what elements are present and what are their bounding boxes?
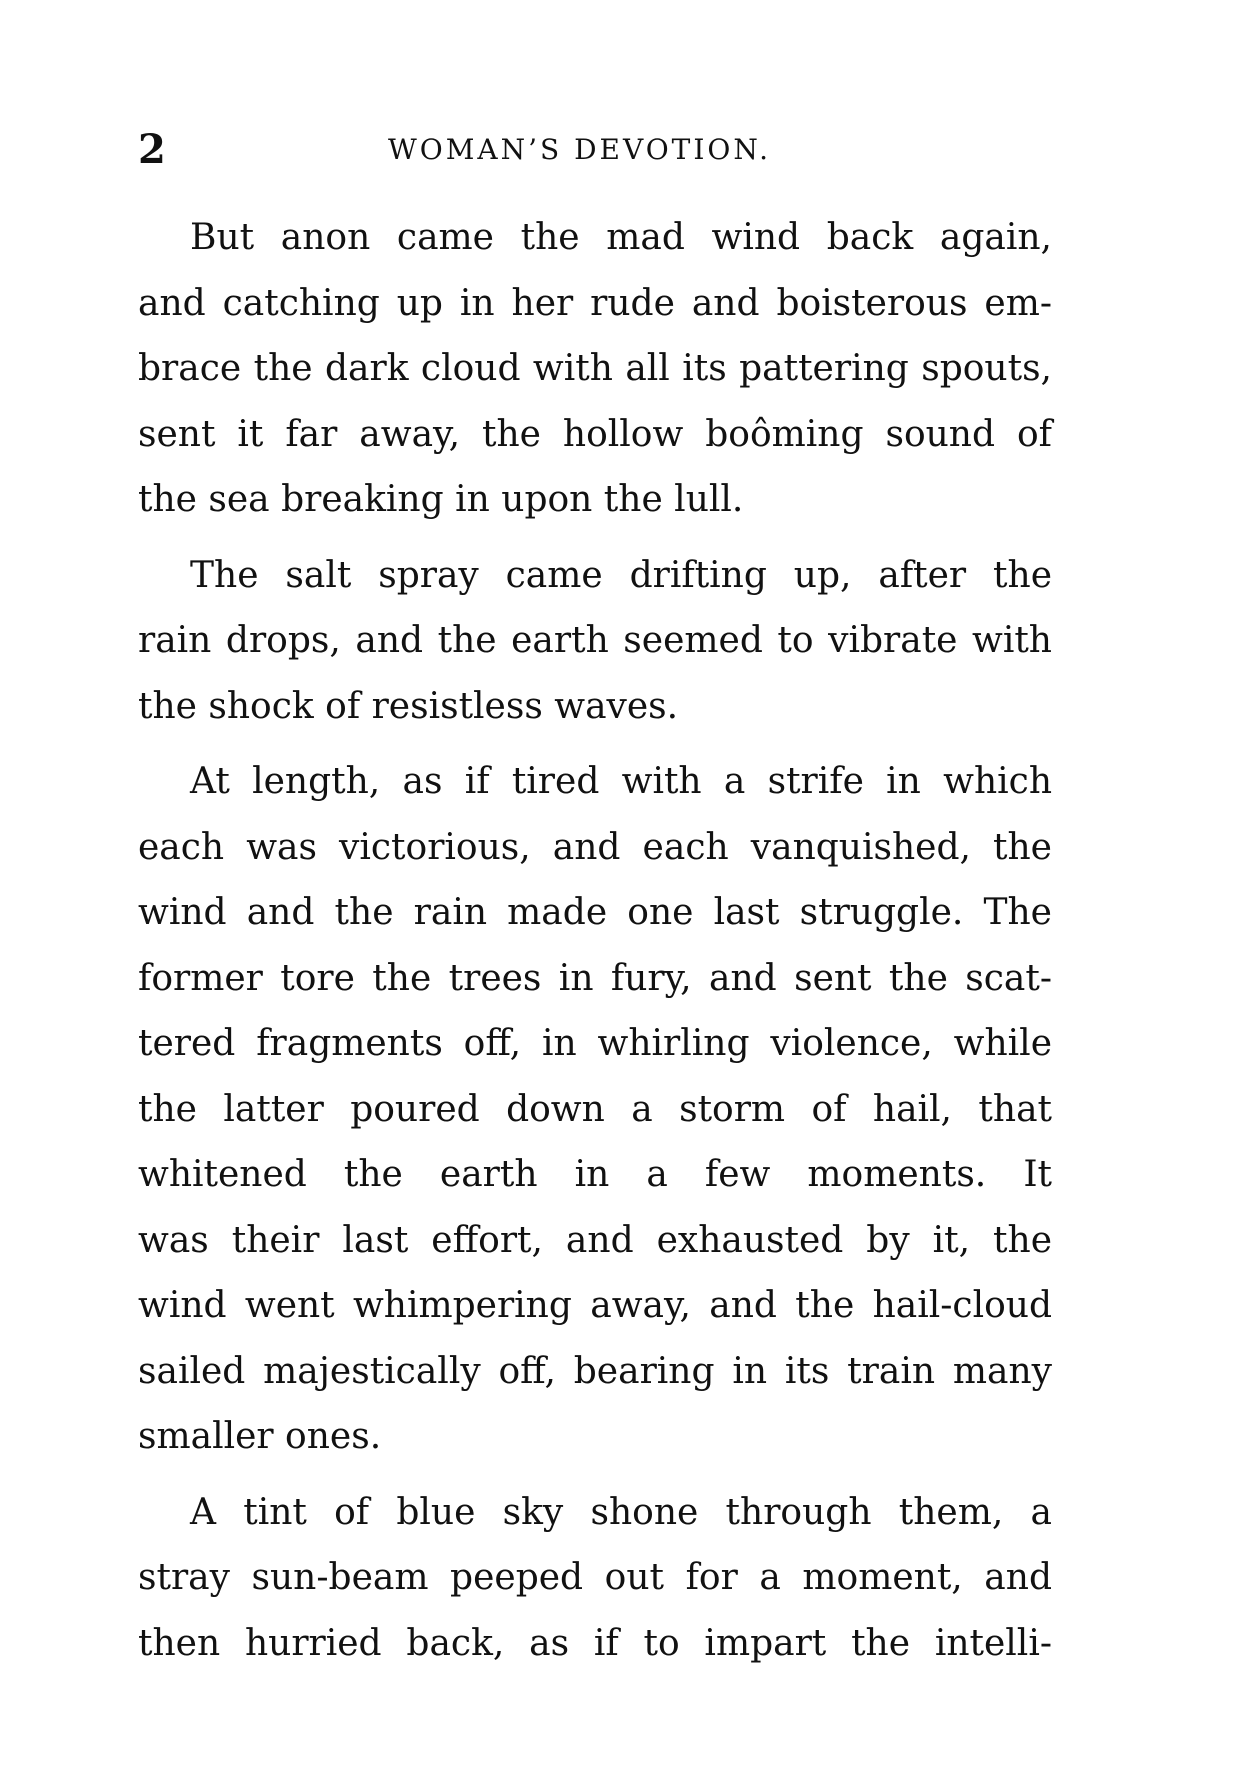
text-line: the latter poured down a storm of hail, that <box>138 1088 1052 1130</box>
text-line: stray sun-beam peeped out for a moment, and <box>138 1557 1052 1598</box>
text-line: The salt spray came drifting up, after the <box>190 554 1052 596</box>
text-line: each was victorious, and each vanquished, the <box>138 826 1052 868</box>
paragraph-3 <box>138 749 1052 1470</box>
text-line: former tore the trees in fury, and sent the scat- <box>138 957 1052 999</box>
text-line: wind and the rain made one last struggle. The <box>138 892 1052 933</box>
paragraph-1 <box>138 205 1052 533</box>
text-line: wind went whimpering away, and the hail-cloud <box>138 1285 1052 1326</box>
paragraph-4 <box>138 1480 1052 1677</box>
text-line: smaller ones. <box>138 1416 382 1457</box>
running-title: WOMAN’S DEVOTION. <box>388 133 771 166</box>
text-line: whitened the earth in a few moments. It <box>138 1154 1052 1195</box>
text-line: At length, as if tired with a strife in which <box>190 761 1052 802</box>
text-line: rain drops, and the earth seemed to vibrate with <box>138 620 1052 661</box>
text-line: the shock of resistless waves. <box>138 685 679 727</box>
page-number: 2 <box>138 126 166 173</box>
text-line: then hurried back, as if to impart the intelli- <box>138 1622 1052 1664</box>
text-line: was their last effort, and exhausted by it, the <box>138 1219 1052 1261</box>
text-line: tered fragments off, in whirling violence, while <box>138 1023 1052 1064</box>
text-line: and catching up in her rude and boisterous em- <box>138 282 1052 324</box>
paragraph-2 <box>138 543 1052 740</box>
text-line: A tint of blue sky shone through them, a <box>190 1491 1052 1533</box>
running-head <box>138 120 1052 180</box>
text-line: But anon came the mad wind back again, <box>190 217 1052 258</box>
body-text <box>138 205 1052 1686</box>
text-line: sent it far away, the hollow boôming sound of <box>138 413 1052 455</box>
text-line: brace the dark cloud with all its pattering spouts, <box>138 348 1052 389</box>
text-line: sailed majestically off, bearing in its train many <box>138 1350 1052 1392</box>
text-line: the sea breaking in upon the lull. <box>138 479 744 520</box>
